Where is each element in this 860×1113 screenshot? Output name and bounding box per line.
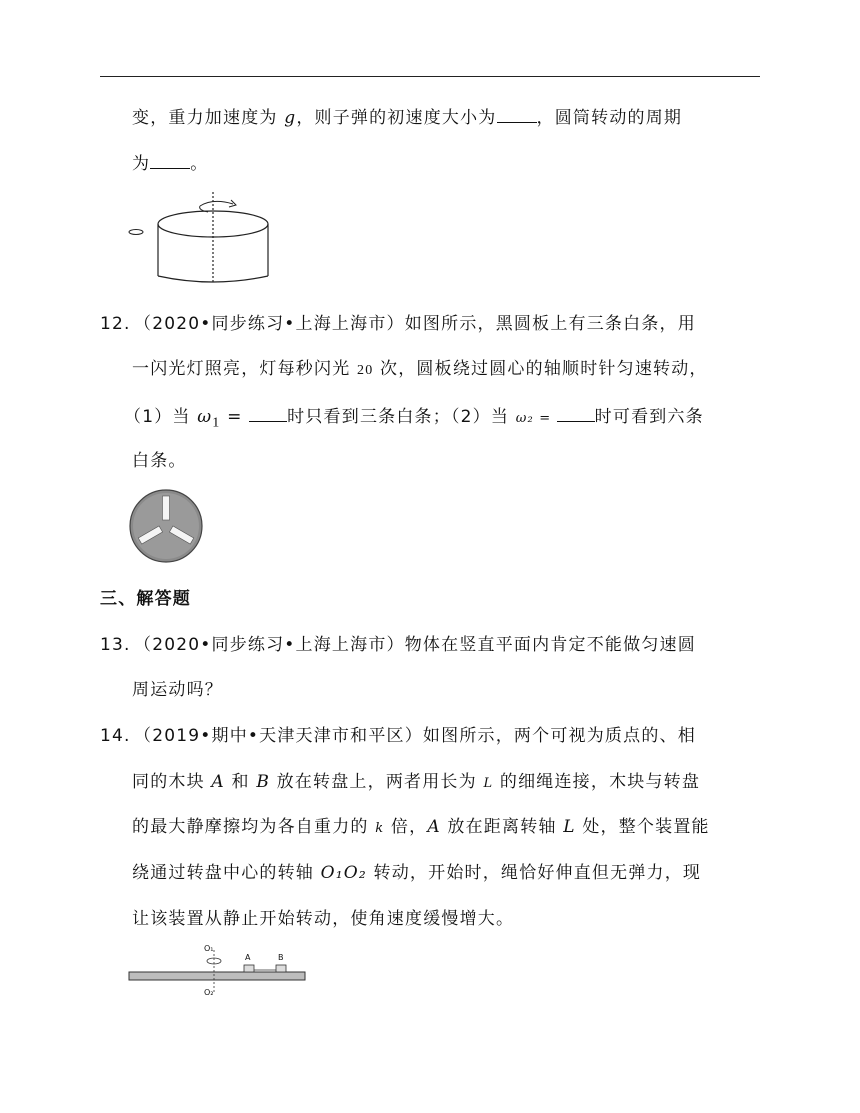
- b-label: B: [278, 953, 284, 962]
- omega1-symbol: ω: [197, 407, 213, 427]
- q11-g-symbol: g: [284, 108, 297, 128]
- turntable-figure: [128, 944, 308, 1000]
- q14-text: 放在转盘上，两者用长为: [270, 772, 484, 792]
- q11-text: 为: [132, 154, 151, 174]
- q12-line4: [132, 449, 187, 473]
- o1-label: O₁: [204, 944, 214, 953]
- q12-text: （1）当: [124, 407, 198, 427]
- q14-text: 同的木块: [132, 772, 212, 792]
- omega2-symbol: ω₂ =: [515, 411, 557, 426]
- q14-text: 转动，开始时，绳恰好伸直但无弹力，现: [366, 863, 702, 883]
- length-symbol: L: [483, 776, 494, 791]
- q12-text: 次，圆板绕过圆心的轴顺时针匀速转动，: [373, 359, 708, 379]
- q13-line2: [132, 678, 223, 702]
- question-number: 12.: [100, 314, 131, 334]
- q12-flash-count: 20: [357, 363, 374, 378]
- q12-line3: [124, 403, 704, 435]
- q11-text: ，则子弹的初速度大小为: [296, 108, 497, 128]
- q14-line5: [132, 907, 514, 931]
- answer-blank[interactable]: [150, 150, 190, 169]
- q14-line3: [132, 815, 710, 841]
- a-label: A: [245, 953, 251, 962]
- q12-text: 一闪光灯照亮，灯每秒闪光: [132, 359, 358, 379]
- q11-line1: [132, 104, 682, 130]
- q12-line2: [132, 357, 708, 383]
- q12-text: 时只看到三条白条；（2）当: [287, 407, 516, 427]
- question-number: 13.: [100, 635, 131, 655]
- disc-figure: [128, 488, 204, 564]
- q11-line2: [132, 150, 208, 176]
- q12-text: 白条。: [132, 451, 187, 471]
- q14-line1: [100, 724, 696, 748]
- q12-line1: [100, 312, 696, 336]
- q14-text: 倍，: [384, 817, 428, 837]
- q11-text: 。: [190, 154, 209, 174]
- question-number: 14.: [100, 726, 131, 746]
- q14-text: 放在距离转轴: [440, 817, 564, 837]
- q14-text: （2019•期中•天津天津市和平区）如图所示，两个可视为质点的、相: [134, 726, 696, 746]
- q11-text: ，圆筒转动的周期: [536, 108, 683, 128]
- bullet-icon: [129, 230, 143, 235]
- q13-text: （2020•同步练习•上海上海市）物体在竖直平面内肯定不能做匀速圆: [134, 635, 696, 655]
- q13-line1: [100, 633, 696, 657]
- axis-symbol: O₁O₂: [320, 863, 367, 883]
- o2-label: O₂: [204, 988, 214, 997]
- q14-line2: [132, 770, 700, 796]
- q14-text: 的最大静摩擦均为各自重力的: [132, 817, 376, 837]
- q11-text: 变，重力加速度为: [132, 108, 285, 128]
- header-rule: [100, 76, 760, 77]
- cylinder-figure: [128, 188, 278, 284]
- q14-text: 让该装置从静止开始转动，使角速度缓慢增大。: [132, 909, 515, 929]
- block-a-symbol: A: [211, 772, 225, 792]
- section-title: 三、解答题: [100, 589, 191, 609]
- q13-text: 周运动吗？: [132, 680, 223, 700]
- length-symbol: L: [563, 817, 576, 837]
- q14-text: 和: [224, 772, 257, 792]
- answer-blank[interactable]: [557, 403, 595, 422]
- k-symbol: k: [375, 821, 385, 836]
- q12-text: （2020•同步练习•上海上海市）如图所示，黑圆板上有三条白条，用: [134, 314, 696, 334]
- answer-blank[interactable]: [249, 403, 287, 422]
- q14-line4: [132, 861, 701, 885]
- q12-text: =: [220, 407, 250, 427]
- q12-text: 时可看到六条: [594, 407, 704, 427]
- block-a-symbol: A: [427, 817, 441, 837]
- answer-blank[interactable]: [497, 104, 537, 123]
- q14-text: 绕通过转盘中心的转轴: [132, 863, 321, 883]
- block-b-symbol: B: [256, 772, 271, 792]
- q14-text: 的细绳连接，木块与转盘: [493, 772, 701, 792]
- q14-text: 处，整个装置能: [575, 817, 710, 837]
- omega1-subscript: 1: [212, 415, 221, 431]
